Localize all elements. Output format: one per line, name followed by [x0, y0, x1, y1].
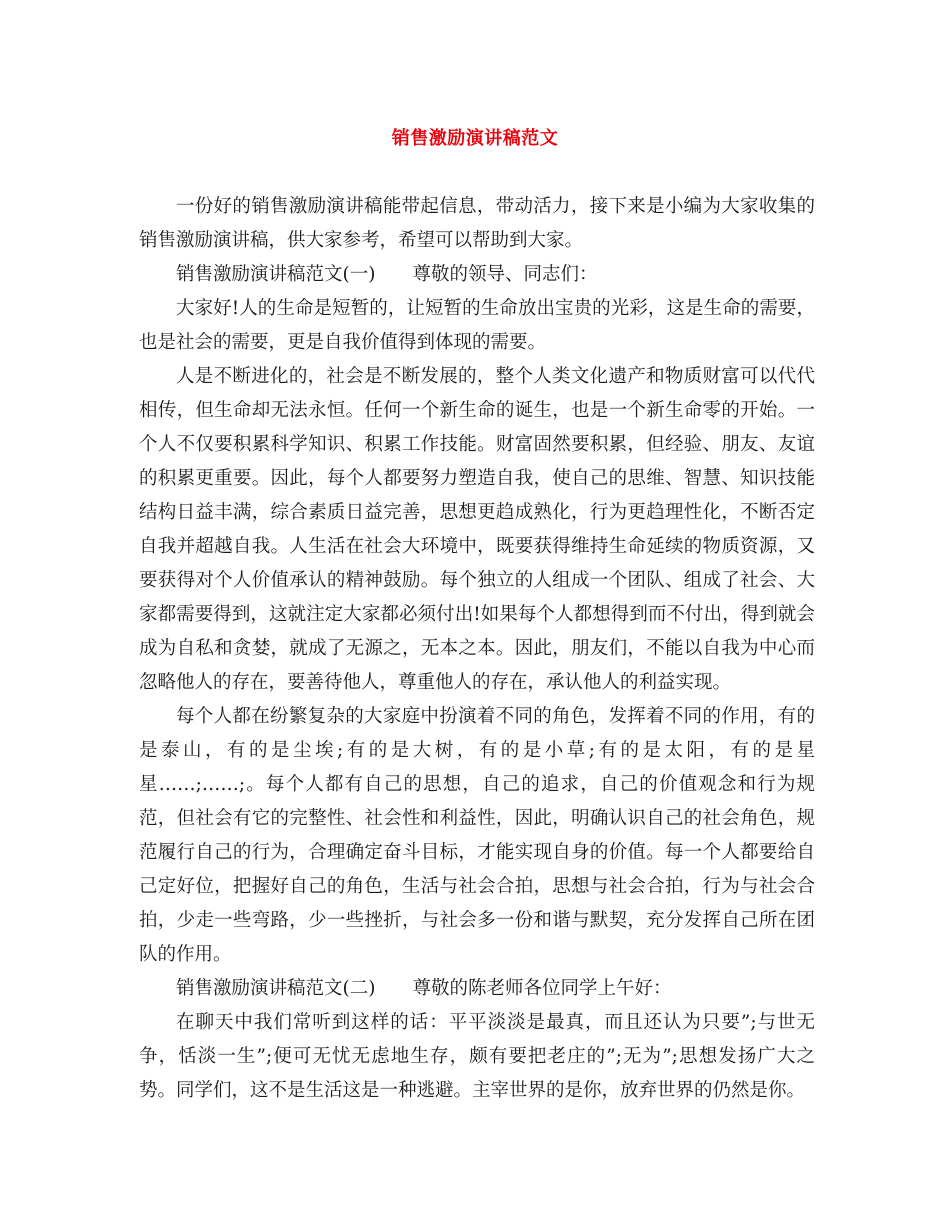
- section1-heading-line: [139, 258, 815, 292]
- document-body: [139, 190, 815, 1108]
- section1-salutation: 尊敬的领导、同志们：: [412, 264, 598, 285]
- section2-heading: 销售激励演讲稿范文(二): [176, 978, 376, 999]
- intro-paragraph: 一份好的销售激励演讲稿能带起信息，带动活力，接下来是小编为大家收集的销售激励演讲稿，供大家参考，希望可以帮助到大家。: [139, 196, 815, 251]
- section2-paragraph: 在聊天中我们常听到这样的话：平平淡淡是最真，而且还认为只要”;与世无争，恬淡一生”;便可无忧无虑地生存，颇有要把老庄的”;无为”;思想发扬广大之势。同学们，这不是生活这是一种逃避。主宰世界的是你，放弃世界的仍然是你。: [139, 1012, 815, 1101]
- section2-heading-line: [139, 972, 815, 1006]
- section2-salutation: 尊敬的陈老师各位同学上午好：: [412, 978, 672, 999]
- section1-paragraph: 每个人都在纷繁复杂的大家庭中扮演着不同的角色，发挥着不同的作用，有的是泰山，有的是尘埃;有的是大树，有的是小草;有的是太阳，有的是星星……;……;。每个人都有自己的思想，自己的追求，自己的价值观念和行为规范，但社会有它的完整性、社会性和利益性，因此，明确认识自己的社会角色，规范履行自己的行为，合理确定奋斗目标，才能实现自身的价值。每一个人都要给自己定好位，把握好自己的角色，生活与社会合拍，思想与社会合拍，行为与社会合拍，少走一些弯路，少一些挫折，与社会多一份和谐与默契，充分发挥自己所在团队的作用。: [139, 706, 815, 965]
- section1-paragraph: 大家好!人的生命是短暂的，让短暂的生命放出宝贵的光彩，这是生命的需要，也是社会的需要，更是自我价值得到体现的需要。: [139, 298, 815, 353]
- document-title: 销售激励演讲稿范文: [391, 128, 559, 149]
- section1-heading: 销售激励演讲稿范文(一): [176, 264, 376, 285]
- section1-paragraph: 人是不断进化的，社会是不断发展的，整个人类文化遗产和物质财富可以代代相传，但生命却无法永恒。任何一个新生命的诞生，也是一个新生命零的开始。一个人不仅要积累科学知识、积累工作技能。财富固然要积累，但经验、朋友、友谊的积累更重要。因此，每个人都要努力塑造自我，使自己的思维、智慧、知识技能结构日益丰满，综合素质日益完善，思想更趋成熟化，行为更趋理性化，不断否定自我并超越自我。人生活在社会大环境中，既要获得维持生命延续的物质资源，又要获得对个人价值承认的精神鼓励。每个独立的人组成一个团队、组成了社会、大家都需要得到，这就注定大家都必须付出!如果每个人都想得到而不付出，得到就会成为自私和贪婪，就成了无源之，无本之本。因此，朋友们，不能以自我为中心而忽略他人的存在，要善待他人，尊重他人的存在，承认他人的利益实现。: [139, 366, 815, 693]
